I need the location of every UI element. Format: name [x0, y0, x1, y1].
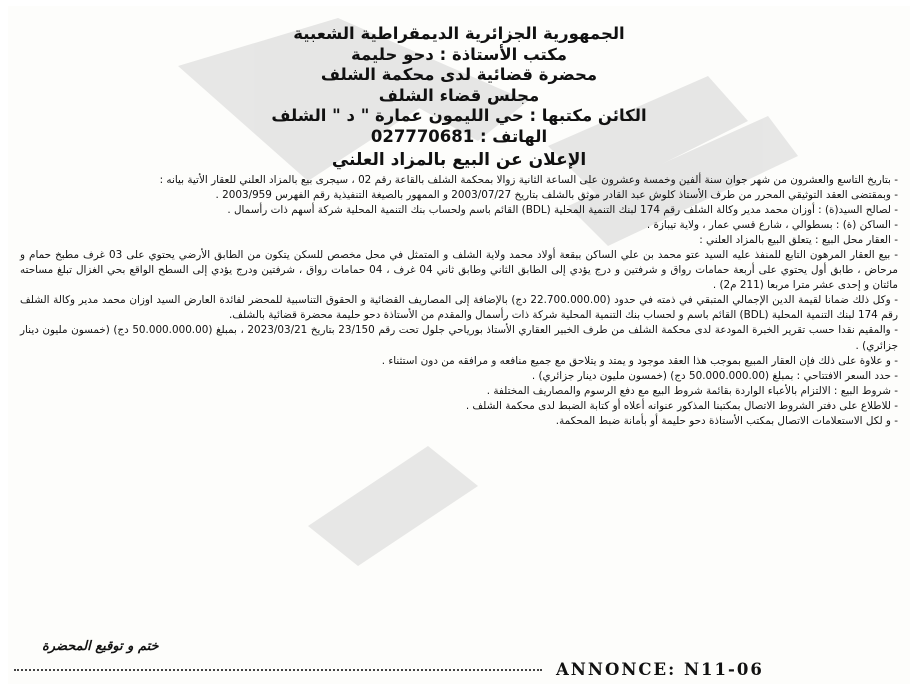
paragraph-property-description: - بيع العقار المرهون التابع للمنفذ عليه السيد عتو محمد بن علي الساكن ببقعة أولاد محمد ولاية الشلف و المتمثل في محل مخصص للسكن يتكون من الطابق الأرضي يحتوي على 03 غرف مطبخ حمام و مرحاض ، طابق أول يحتوي على أربعة حمامات رواق و شرفتين و درج يؤدي إلى الطابق الثاني وطابق ثاني 04 غرف ، 04 حمامات رواق ، شرفتين ودرج يؤدي إلى السطح الواقع بحي الغزال تبلغ مساحته مائتان و إحدى عشر مترا مربعا (211 م2) .	[20, 249, 898, 292]
announcement-title: الإعلان عن البيع بالمزاد العلني	[331, 149, 587, 170]
paragraph-contact: - و لكل الاستعلامات الاتصال بمكتب الأستاذة دحو حليمة أو بأمانة ضبط المحكمة.	[555, 414, 898, 427]
paragraph-beneficiary: - لصالح السيد(ة) : أوزان محمد مدير وكالة الشلف رقم 174 لبنك التنمية المحلية (BDL) القائم باسم ولحساب بنك التنمية المحلية شركة أسهم ذات رأسمال .	[227, 204, 898, 217]
paragraph-sale-date: - بتاريخ التاسع والعشرون من شهر جوان سنة ألفين وخمسة وعشرون على الساعة الثانية زوالا بمحكمة الشلف بالقاعة رقم 02 ، سيجرى بيع بالمزاد العلني للعقار الأتية بيانه :	[159, 174, 898, 186]
header-address: الكائن مكتبها : حي الليمون عمارة " د " الشلف	[271, 106, 647, 126]
paragraph-conditions-book: - للاطلاع على دفتر الشروط الاتصال بمكتبنا المذكور عنوانه أعلاه أو كتابة الضبط لدى محكمة الشلف .	[465, 399, 898, 412]
announcement-body	[20, 173, 898, 429]
header-country: الجمهورية الجزائرية الديمقراطية الشعبية	[293, 24, 625, 43]
header-office: مكتب الأستاذة : دحو حليمة	[350, 44, 568, 64]
paragraph-residence: - الساكن (ة) : بسطوالي ، شارع قسي عمار ، ولاية تيبازة .	[646, 219, 898, 232]
header-role: محضرة قضائية لدى محكمة الشلف	[320, 65, 598, 85]
announcement-page	[8, 6, 910, 684]
paragraph-debt: - وكل ذلك ضمانا لقيمة الدين الإجمالي المتبقي في ذمته في حدود (22.700.000.00 دج) بالإضافة إلى المصاريف القضائية و الحقوق التناسبية للمحضر لفائدة العارض السيد اوزان محمد مدير وكالة الشلف رقم 174 لبنك التنمية المحلية (BDL) القائم باسم و لحساب بنك التنمية المحلية شركة ذات رأسمال والمقدم من الأستاذة دحو حليمة محضرة قضائية بالشلف.	[20, 294, 898, 322]
watermark-stripe	[308, 446, 478, 566]
header-phone-number: 027770681	[370, 126, 475, 146]
paragraph-notarial-deed: - وبمقتضى العقد التوثيقي المحرر من طرف الأستاذ كلوش عبد القادر موثق بالشلف بتاريخ 2003/07/27 و الممهور بالصيغة التنفيذية رقم الفهرس 2003/959 .	[215, 189, 898, 202]
annonce-number: ANNONCE: N11-06	[556, 660, 764, 679]
footer-divider	[14, 669, 542, 671]
header-council: مجلس قضاء الشلف	[378, 85, 540, 105]
paragraph-sale-conditions: - شروط البيع : الالتزام بالأعباء الواردة بقائمة شروط البيع مع دفع الرسوم والمصاريف المختلفة .	[486, 384, 898, 397]
paragraph-opening-price: - حدد السعر الافتتاحي : بمبلغ (50.000.000.00 دج) (خمسون مليون دينار جزائري) .	[531, 369, 898, 382]
paragraph-property-heading: - العقار محل البيع : يتعلق البيع بالمزاد العلني :	[699, 234, 898, 247]
paragraph-valuation: - والمقيم نقدا حسب تقرير الخبرة المودعة لدى محكمة الشلف من طرف الخبير العقاري الأستاذ بورياحي جلول تحت رقم 23/150 بتاريخ 2023/03/21 ، بمبلغ (50.000.000.00 دج) (خمسون مليون دينار جزائري) .	[20, 324, 898, 352]
signature-stamp-label: ختم و توقيع المحضرة	[42, 639, 159, 654]
header-phone-label: الهاتف :	[479, 126, 548, 146]
document-header	[8, 24, 910, 170]
header-phone-line	[8, 127, 910, 148]
paragraph-appurtenances: - و علاوة على ذلك فإن العقار المبيع بموجب هذا العقد موجود و يمتد و يتلاحق مع جميع منافعه و مرافقه من دون استثناء .	[381, 354, 898, 367]
